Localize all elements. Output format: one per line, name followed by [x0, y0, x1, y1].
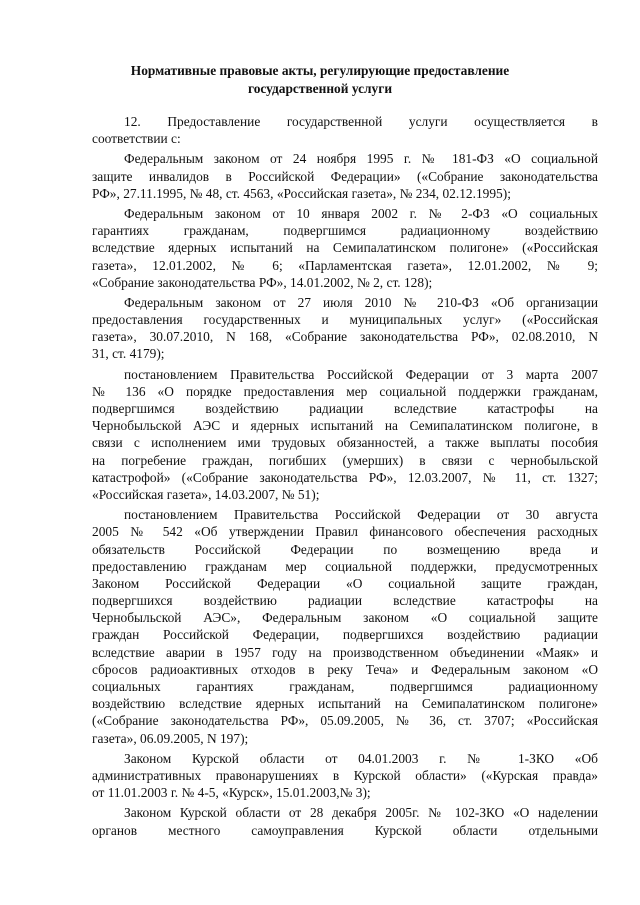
text-line: воздействию вследствие ядерных испытаний на Семипалатинском полигоне»: [92, 696, 598, 712]
text-line: 2005 № 542 «Об утверждении Правил финансового обеспечения расходных: [92, 524, 598, 540]
text-line: газета», 12.01.2002, № 6; «Парламентская газета», 12.01.2002, № 9;: [92, 257, 598, 273]
text-line: связи с исполнением ими трудовых обязанностей, а также выплаты пособия: [92, 435, 598, 451]
text-line: обязательств Российской Федерации по возмещению вреда и: [92, 541, 598, 557]
text-line: постановлением Правительства Российской Федерации от 30 августа: [124, 507, 598, 523]
paragraph: [92, 150, 598, 202]
text-line: социальных гарантиях гражданам, подвергшимся радиационному: [92, 679, 598, 694]
text-line: «Собрание законодательства РФ», 14.01.2002, № 2, ст. 128);: [92, 274, 433, 290]
text-line: Федеральным законом от 27 июля 2010 № 210-ФЗ «Об организации: [124, 294, 598, 310]
paragraph: [92, 205, 598, 291]
text-line: Законом Российской Федерации «О социальной защите граждан,: [92, 575, 598, 591]
text-line: вследствие ядерных испытаний на Семипалатинском полигоне» («Российская: [92, 240, 598, 256]
text-line: на погребение граждан, погибших (умерших) в связи с чернобыльской: [92, 452, 598, 468]
title-line-1: Нормативные правовые акты, регулирующие предоставление: [130, 63, 510, 78]
text-line: граждан Российской Федерации, подвергшихся воздействию радиации: [92, 627, 598, 643]
text-line: от 11.01.2003 г. № 4-5, «Курск», 15.01.2003,№ 3);: [92, 785, 371, 801]
text-line: гарантиях гражданам, подвергшимся радиационному воздействию: [92, 223, 598, 239]
text-line: подвергшимся воздействию радиации вследствие катастрофы на: [92, 401, 598, 416]
paragraph: [92, 804, 598, 838]
text-line: административных правонарушениях в Курской области» («Курская правда»: [92, 767, 598, 783]
text-line: Законом Курской области от 04.01.2003 г. № 1-ЗКО «Об: [124, 750, 598, 766]
text-line: сбросов радиоактивных отходов в реку Теча» и Федеральным законом «О: [92, 661, 598, 677]
text-line: РФ», 27.11.1995, № 48, ст. 4563, «Российская газета», № 234, 02.12.1995);: [92, 185, 511, 201]
text-line: катастрофой» («Собрание законодательства РФ», 12.03.2007, № 11, ст. 1327;: [92, 469, 598, 485]
text-line: газета», 06.09.2005, N 197);: [92, 730, 249, 746]
paragraph: [92, 366, 598, 504]
text-line: Федеральным законом от 24 ноября 1995 г. № 181-ФЗ «О социальной: [124, 151, 598, 167]
text-line: («Собрание законодательства РФ», 05.09.2005, № 36, ст. 3707; «Российская: [92, 713, 598, 729]
paragraph: [92, 506, 598, 747]
title-line-2: государственной услуги: [247, 81, 393, 96]
text-line: Чернобыльской АЭС и ядерных испытаний на Семипалатинском полигоне, в: [92, 418, 598, 434]
text-line: «Российская газета», 14.03.2007, № 51);: [92, 486, 320, 502]
document-title: [80, 62, 560, 98]
text-line: 12. Предоставление государственной услуги осуществляется в: [124, 114, 598, 129]
text-line: Законом Курской области от 28 декабря 2005г. № 102-ЗКО «О наделении: [124, 805, 598, 821]
text-line: Федеральным законом от 10 января 2002 г. № 2-ФЗ «О социальных: [124, 205, 598, 221]
text-line: № 136 «О порядке предоставления мер социальной поддержки гражданам,: [92, 383, 598, 399]
text-line: предоставления государственных и муниципальных услуг» («Российская: [92, 312, 598, 328]
text-line: газета», 30.07.2010, N 168, «Собрание законодательства РФ», 02.08.2010, N: [92, 329, 598, 345]
text-line: Чернобыльской АЭС», Федеральным законом «О социальной защите: [92, 610, 598, 626]
text-line: 31, ст. 4179);: [92, 346, 165, 362]
paragraph: [92, 113, 598, 147]
text-line: подвергшихся воздействию радиации вследствие катастрофы на: [92, 593, 598, 609]
paragraph: [92, 750, 598, 802]
text-line: органов местного самоуправления Курской области отдельными: [92, 822, 598, 838]
paragraph: [92, 294, 598, 363]
text-line: соответствии с:: [92, 131, 181, 147]
text-line: постановлением Правительства Российской Федерации от 3 марта 2007: [124, 366, 598, 382]
text-line: защите инвалидов в Российской Федерации» («Собрание законодательства: [92, 168, 598, 184]
text-line: вследствие аварии в 1957 году на производственном объединении «Маяк» и: [92, 644, 598, 660]
text-line: предоставлению гражданам мер социальной поддержки, предусмотренных: [92, 558, 598, 574]
document-body: [92, 113, 598, 842]
